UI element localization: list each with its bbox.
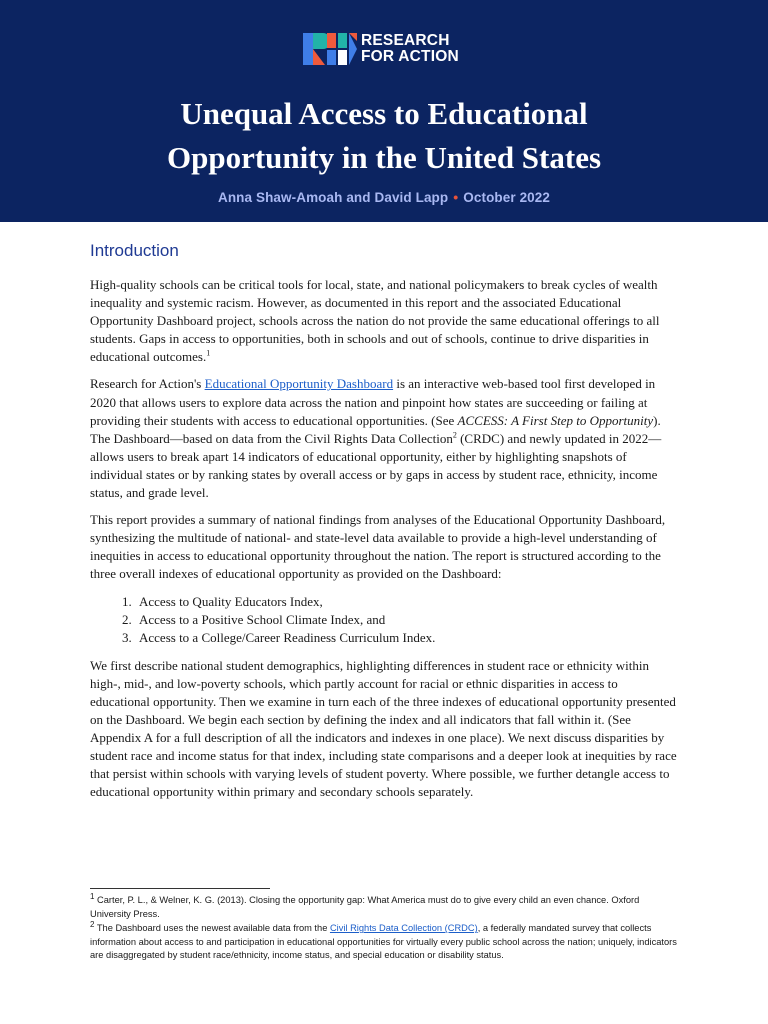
paragraph-2-text-b: is an interactive web-based tool first developed in 2020 that allows users to explore data across the nation and pinpoint how states are succeeding or failing at providing their students with access to educational opportunities. (See: [90, 376, 656, 428]
footnote-2: [90, 922, 680, 963]
footnotes: [90, 891, 680, 964]
paragraph-3: This report provides a summary of national findings from analyses of the Educational Opportunity Dashboard, synthesizing the multitude of national- and state-level data available to provide a high-level understanding of inequities in access to educational opportunity throughout the nation. The report is structured according to the three overall indexes of educational opportunity as provided on the Dashboard:: [90, 512, 666, 582]
index-item-college-career: 3. Access to a College/Career Readiness Curriculum Index.: [135, 629, 678, 647]
section-heading-introduction: Introduction: [90, 241, 179, 260]
footnote-1-number: 1: [90, 891, 95, 901]
report-title-line-2: Opportunity in the United States: [166, 140, 602, 175]
logo-line-1: RESEARCH: [361, 32, 450, 49]
access-report-title: ACCESS: A First Step to Opportunity: [457, 412, 654, 428]
report-title-line-1: Unequal Access to Educational: [180, 96, 588, 131]
logo-mark-icon: [303, 33, 357, 65]
footnote-2-text-b: , a federally mandated survey that collects information about access to and participation in educational opportunities for virtually every public school across the nation; uniquely, indicators are disaggregated by student race/ethnicity, income status, and special education or disability status.: [90, 923, 677, 961]
paragraph-2: [90, 375, 678, 502]
paragraph-2-text-d: (CRDC) and newly updated in 2022—allows users to break apart 14 indicators of educational opportunity, either by highlighting snapshots of individual states or by ranking states by overall access or by gaps in access by student race, ethnicity, income status, and grade level.: [90, 430, 662, 501]
footnote-1-text: Carter, P. L., & Welner, K. G. (2013). Closing the opportunity gap: What America must do to give every child an even chance. Oxford University Press.: [90, 895, 640, 919]
separator-dot: •: [453, 189, 459, 205]
research-for-action-logo: [303, 32, 459, 66]
paragraph-4: We first describe national student demographics, highlighting differences in student race or ethnicity within high-, mid-, and low-poverty schools, which partly account for racial or ethnic disparities in access to educational opportunity. Then we examine in turn each of the three indexes of educational opportunity presented on the Dashboard. We begin each section by defining the index and all indicators that fall within it. (See Appendix A for a full description of all the indicators and indexes in one place). We next discuss disparities by student race and income status for that index, including state comparisons and a deeper look at inequities by race that persist within schools with varying levels of student poverty. Where possible, we further detangle access to educational opportunity within primary and secondary schools separately.: [90, 657, 677, 800]
footnote-2-text-a: The Dashboard uses the newest available data from the: [94, 923, 330, 934]
byline: [0, 189, 768, 205]
footnote-2-number: 2: [90, 920, 95, 930]
index-item-school-climate: 2. Access to a Positive School Climate Index, and: [135, 611, 678, 629]
report-body: [90, 238, 678, 811]
paragraph-2-text-c: ). The Dashboard—based on data from the Civil Rights Data Collection: [90, 412, 661, 446]
footnote-ref-2[interactable]: 2: [452, 430, 457, 440]
logo-wordmark: [361, 33, 459, 65]
footnote-ref-1[interactable]: 1: [206, 349, 211, 359]
logo-line-2: FOR ACTION: [361, 48, 459, 65]
dashboard-link[interactable]: Educational Opportunity Dashboard: [204, 376, 394, 392]
footnote-1: [90, 891, 680, 921]
publication-date: October 2022: [463, 190, 551, 205]
report-title: [0, 92, 768, 180]
crdc-link[interactable]: Civil Rights Data Collection (CRDC): [329, 923, 478, 934]
header-banner: [0, 0, 768, 222]
paragraph-2-text-a: Research for Action's: [90, 376, 205, 392]
footnote-divider: [90, 888, 270, 889]
index-list: [90, 593, 678, 647]
authors: Anna Shaw-Amoah and David Lapp: [217, 190, 449, 205]
index-item-quality-educators: 1. Access to Quality Educators Index,: [135, 593, 678, 611]
paragraph-1-text: High-quality schools can be critical tools for local, state, and national policymakers to break cycles of wealth inequality and systemic racism. However, as documented in this report and the associated Educational Opportunity Dashboard project, schools across the nation do not provide the same educational offerings to all students. Gaps in access to opportunities, both in schools and out of schools, continue to drive disparities in educational outcomes.: [90, 277, 660, 365]
paragraph-1: [90, 276, 678, 366]
